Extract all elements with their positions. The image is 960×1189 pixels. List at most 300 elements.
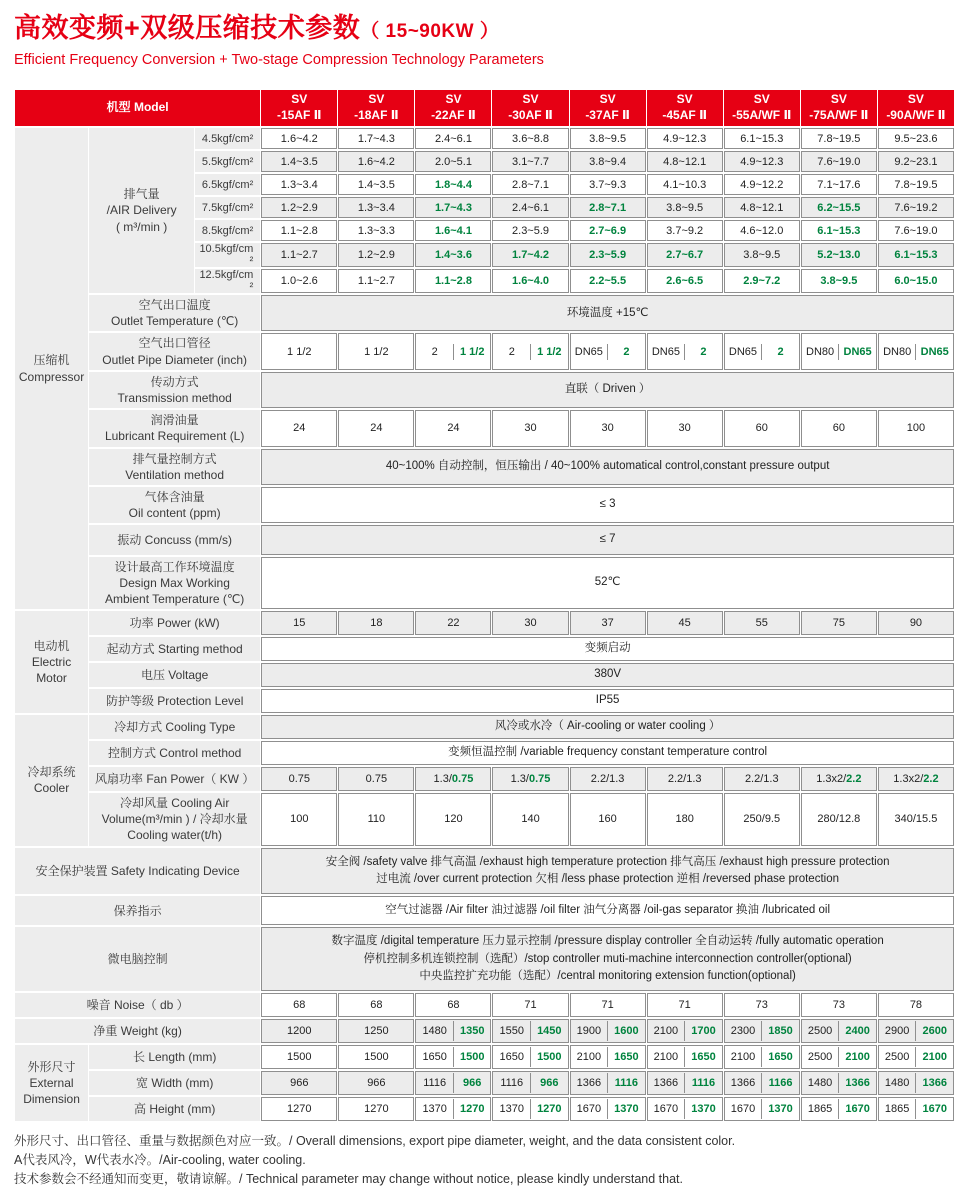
model-header-line: SV [291,92,308,107]
row-label-line: 起动方式 Starting method [106,641,243,656]
table-row [15,715,954,739]
data-cell [261,410,337,446]
data-cell [647,333,723,369]
data-cell [415,1045,491,1069]
pressure-label: 6.5kgf/cm² [195,174,260,195]
cell-value: 1370 [614,1103,639,1116]
split-cell [493,1047,567,1067]
split-cell-half [530,344,568,360]
data-cell [261,243,337,267]
model-header-line: SV [753,92,770,107]
model-header-line: -75A/WF Ⅱ [809,108,869,122]
model-header-line: -30AF Ⅱ [508,108,553,122]
span-value-line: 变频恒温控制 /variable frequency constant temperature control [448,746,768,759]
split-cell-half [530,1073,568,1093]
split-cell [493,1099,567,1119]
data-cell [415,197,491,218]
cell-value: 4.6~12.0 [740,224,784,237]
data-cell [570,611,646,635]
row-label-wide [15,993,260,1017]
cell-value: 1480 [884,1077,910,1090]
data-cell [570,197,646,218]
span-value-line: 中央监控扩充功能（选配）/central monitoring extension function(optional) [419,969,796,982]
cell-value: 18 [370,617,383,630]
data-cell [338,1097,414,1121]
split-cell-half [648,1021,685,1041]
cell-value: 100 [290,813,309,826]
data-cell [261,993,337,1017]
row-label-line: Oil content (ppm) [128,506,221,521]
split-cell [725,1021,799,1041]
cell-value: 160 [598,813,617,826]
data-cell [647,1071,723,1095]
split-cell [648,344,722,360]
data-cell [801,243,877,267]
data-cell [338,197,414,218]
row-label-wide [15,848,260,895]
split-cell-half [879,1073,916,1093]
cell-value: 1270 [287,1103,312,1116]
cell-value: 1250 [364,1025,389,1038]
row-label [89,410,260,446]
row-label [89,1045,260,1069]
cell-value: 2500 [807,1025,833,1038]
data-cell [492,1019,568,1043]
model-header-line: -55A/WF Ⅱ [732,108,792,122]
cell-value: DN65 [651,345,680,358]
cell-value: 1.6~4.2 [280,132,318,145]
category-line: External [29,1076,74,1091]
cell-value: 6.1~15.3 [894,249,938,261]
split-cell-half [725,1073,762,1093]
cell-value: 1.7~4.3 [434,201,472,214]
data-cell [801,993,877,1017]
model-header-cell [570,90,646,126]
category-line: 电动机 [33,638,70,653]
data-cell [878,410,954,446]
row-label-wide [15,896,260,925]
cell-value: 1.1~2.7 [280,249,318,261]
split-cell-half [838,1073,876,1093]
row-label-line: Outlet Temperature (℃) [111,314,239,329]
cell-value: 71 [524,999,537,1012]
row-label [89,663,260,687]
cell-value: 1670 [653,1103,679,1116]
header-row [15,90,954,126]
cell-value: 22 [447,617,460,630]
split-cell [725,344,799,360]
split-cell [416,1099,490,1119]
cell-value: 1116 [614,1077,639,1090]
model-column-header: 机型 Model [15,90,260,126]
split-cell-half [802,1047,839,1067]
data-cell [878,269,954,293]
split-cell [416,1073,490,1093]
split-cell-half [648,1047,685,1067]
cell-value: 1650 [768,1051,793,1064]
cell-value: 1270 [459,1103,485,1116]
data-cell [415,993,491,1017]
data-cell [801,793,877,846]
table-row [15,410,954,446]
cell-value: 1366 [845,1077,870,1090]
cell-value: 2.2/1.3 [744,773,779,786]
split-cell-half [802,1021,839,1041]
data-cell [878,1045,954,1069]
data-cell [570,1097,646,1121]
split-cell [416,1021,490,1041]
cell-value: 30 [524,617,537,630]
cell-value: 100 [906,422,926,435]
span-value-line: ≤ 3 [599,498,616,511]
data-cell [415,128,491,149]
span-value-cell [261,637,954,661]
data-cell [647,151,723,172]
data-cell [415,611,491,635]
split-cell-half [684,1099,722,1119]
model-header-line: -22AF Ⅱ [431,108,476,122]
cell-value: 2.2/1.3 [667,773,702,786]
split-cell-half [838,344,876,360]
data-cell [261,767,337,791]
cell-value: 2100 [653,1051,679,1064]
group-label-line: /AIR Delivery [106,203,177,218]
pressure-label: 5.5kgf/cm² [195,151,260,172]
cell-value: 68 [447,999,460,1012]
row-label-line: 宽 Width (mm) [136,1076,214,1091]
data-cell [261,128,337,149]
table-row [15,689,954,713]
split-cell-half [493,1073,530,1093]
cell-value: 2 [623,345,630,358]
split-cell [571,1047,645,1067]
cell-value: 2.3~5.9 [589,249,627,261]
cell-value: 1.2~2.9 [357,249,395,261]
split-cell-half [915,1047,953,1067]
data-cell [492,993,568,1017]
cell-value: 1116 [423,1077,447,1090]
cell-value: 2 [777,345,784,358]
cell-value: 90 [909,617,923,630]
data-cell [492,410,568,446]
data-cell [647,174,723,195]
split-cell [802,1047,876,1067]
split-cell-half [684,344,722,360]
split-cell [879,1021,953,1041]
span-value-line: 直联（ Driven ） [564,383,651,396]
data-cell [647,611,723,635]
row-label-line: 振动 Concuss (mm/s) [117,532,232,547]
model-header-line: -45AF Ⅱ [662,108,707,122]
model-header-cell [878,90,954,126]
cell-value: 71 [601,999,614,1012]
cell-value: 4.9~12.3 [740,155,784,168]
model-header-cell [492,90,568,126]
cell-value: 1480 [422,1025,447,1038]
page-title [14,6,946,45]
split-cell-half [838,1099,876,1119]
table-row [15,1045,954,1069]
model-header-cell [724,90,800,126]
cell-value: 7.6~19.2 [894,201,938,214]
cell-value: 2.2 [846,773,862,786]
data-cell [647,197,723,218]
data-cell [261,1071,337,1095]
data-cell [724,333,800,369]
span-value-line: 变频启动 [584,642,631,655]
footnote-color-code: 外形尺寸、出口管径、重量与数据颜色对应一致。/ Overall dimensions, export pipe diameter, weight, and the data consistent color. [14,1134,736,1149]
split-cell [648,1021,722,1041]
cell-value: 3.8~9.5 [666,201,704,214]
cell-value: 2300 [730,1025,756,1038]
row-label-line: 安全保护装置 Safety Indicating Device [35,863,240,878]
split-cell [648,1099,722,1119]
cell-value: 1500 [459,1051,485,1064]
cell-value: 24 [370,422,383,435]
cell-value: 9.2~23.1 [894,155,938,168]
split-cell-half [802,344,839,360]
cell-value: 1670 [730,1103,756,1116]
data-cell [801,767,877,791]
data-cell [492,611,568,635]
row-label [89,715,260,739]
data-cell [570,243,646,267]
row-label-line: 长 Length (mm) [132,1050,217,1065]
split-cell [802,344,876,360]
cell-value: 73 [755,999,768,1012]
model-header-line: SV [907,92,924,107]
split-cell-half [725,344,762,360]
split-cell-half [607,1047,645,1067]
cell-value: 2100 [730,1051,756,1064]
data-cell [724,793,800,846]
cell-value: 3.6~8.8 [512,132,550,145]
span-value-line: 380V [594,668,622,681]
cell-value: 30 [601,422,614,435]
split-cell-half [453,1073,491,1093]
row-label-line: 排气量控制方式 [132,451,217,466]
split-cell [571,1099,645,1119]
span-value-line: 过电流 /over current protection 欠相 /less phase protection 逆相 /reversed phase protection [376,872,839,885]
cell-value: 1.7~4.2 [512,249,550,261]
data-cell [570,993,646,1017]
data-cell [647,793,723,846]
cell-value: 1 1/2 [287,345,312,358]
data-cell [261,333,337,369]
data-cell [570,333,646,369]
data-cell [338,993,414,1017]
split-cell [416,344,490,360]
cell-value: 37 [601,617,614,630]
data-cell [492,197,568,218]
data-cell [647,269,723,293]
split-cell-half [530,1099,568,1119]
split-cell [879,1047,953,1067]
row-label [89,767,260,791]
cell-value: 966 [463,1077,482,1090]
split-cell-half [879,344,916,360]
row-label-line: 防护等级 Protection Level [105,693,244,708]
split-cell-half [416,344,453,360]
data-cell [801,1045,877,1069]
span-value-line: ≤ 7 [599,533,616,546]
data-cell [338,767,414,791]
cell-value: 2.4~6.1 [512,201,550,214]
split-cell-half [802,1099,839,1119]
category-line: 外形尺寸 [27,1059,76,1074]
split-cell-half [571,1021,608,1041]
cell-value: 3.7~9.3 [589,178,627,191]
split-cell-half [761,1099,799,1119]
data-cell [338,1019,414,1043]
cell-value: 2.4~6.1 [434,132,472,145]
cell-value: 2.9~7.2 [743,275,781,287]
row-label [89,741,260,765]
cell-value: 2100 [845,1051,870,1064]
split-cell-half [453,1021,491,1041]
row-label-line: 冷却方式 Cooling Type [114,719,236,734]
page-title-range: （ 15~90KW ） [360,21,500,42]
cell-value: 75 [832,617,845,630]
split-cell [879,1073,953,1093]
data-cell [492,151,568,172]
data-cell [338,611,414,635]
row-label-line: Cooling water(t/h) [127,828,223,843]
cell-value: 45 [678,617,691,630]
cell-value: 7.8~19.5 [817,132,861,145]
cell-value: 1900 [576,1025,602,1038]
data-cell [492,174,568,195]
cell-value: 280/12.8 [817,813,861,826]
cell-value: 1550 [499,1025,524,1038]
split-cell [493,1021,567,1041]
split-cell [802,1021,876,1041]
span-value-line: 40~100% 自动控制，恒压输出 / 40~100% automatical control,constant pressure output [385,460,830,473]
table-row [15,449,954,485]
row-label-line: 控制方式 Control method [107,745,242,760]
split-cell-half [761,1073,799,1093]
data-cell [570,767,646,791]
span-value-cell [261,557,954,610]
cell-value: 6.1~15.3 [817,224,861,237]
data-cell [724,174,800,195]
data-cell [724,243,800,267]
cell-value: 2900 [884,1025,910,1038]
split-cell-half [725,1021,762,1041]
cell-value: 180 [675,813,694,826]
split-cell [493,1073,567,1093]
pressure-label: 4.5kgf/cm² [195,128,260,149]
cell-value: 2600 [922,1025,947,1038]
cell-value: 1366 [653,1077,679,1090]
model-header-line: SV [599,92,616,107]
cell-value: 2.2/1.3 [590,773,625,786]
cell-value: 1.7~4.3 [357,132,395,145]
group-label-line: ( m³/min ) [115,219,168,234]
split-cell [648,1073,722,1093]
cell-value: 250/9.5 [743,813,781,826]
split-cell-half [838,1021,876,1041]
cell-value: 1650 [499,1051,524,1064]
split-cell-half [915,344,953,360]
split-cell-half [493,344,530,360]
cell-value: 1.6~4.0 [512,275,550,287]
split-cell-half [453,1099,491,1119]
split-cell-half [648,1099,685,1119]
cell-value: 24 [447,422,460,435]
data-cell [570,793,646,846]
data-cell [492,793,568,846]
cell-value: DN65 [843,345,872,358]
span-value-line: 停机控制多机连锁控制（选配）/stop controller muti-machine interconnection controller(optional) [363,952,852,965]
row-label-line: Outlet Pipe Diameter (inch) [102,352,248,367]
table-row [15,767,954,791]
span-value-line: 环境温度 +15℃ [566,306,649,319]
span-value-cell [261,449,954,485]
span-value-cell [261,689,954,713]
data-cell [492,1071,568,1095]
split-cell-half [648,1073,685,1093]
data-cell [415,767,491,791]
cell-value: 2 [508,345,515,358]
split-cell-half [607,344,645,360]
cell-value: 140 [521,813,540,826]
span-value-line: IP55 [595,694,620,707]
data-cell [415,220,491,241]
cell-value: 30 [678,422,691,435]
split-cell-half [838,1047,876,1067]
category-cell [15,611,88,713]
table-header [15,90,954,126]
cell-value: 1.4~3.5 [357,178,395,191]
row-label [89,525,260,554]
cell-value: 966 [290,1077,309,1090]
span-value-cell [261,741,954,765]
group-label-cell [89,128,194,293]
row-label [89,449,260,485]
cell-value: DN80 [883,345,912,358]
data-cell [647,243,723,267]
group-label-line: 排气量 [123,187,160,202]
cell-value: 1650 [422,1051,447,1064]
data-cell [724,410,800,446]
data-cell [647,1045,723,1069]
cell-value: 7.8~19.5 [894,178,938,191]
cell-value: 2500 [807,1051,833,1064]
data-cell [338,1045,414,1069]
data-cell [492,767,568,791]
cell-value: 1370 [422,1103,447,1116]
data-cell [801,269,877,293]
split-cell-half [725,1099,762,1119]
data-cell [261,269,337,293]
split-cell-half [761,344,799,360]
data-cell [801,1097,877,1121]
cell-value: 1366 [922,1077,947,1090]
cell-value: 3.8~9.5 [589,132,627,145]
cell-value: 3.1~7.7 [512,155,550,168]
data-cell [415,1019,491,1043]
row-label-line: 风扇功率 Fan Power（ KW ） [94,771,255,786]
category-line: Electric Motor [31,654,72,686]
model-header-line: -15AF Ⅱ [277,108,322,122]
split-cell-half [879,1099,916,1119]
cell-value: DN80 [806,345,835,358]
data-cell [724,1071,800,1095]
table-row [15,993,954,1017]
row-label [89,793,260,846]
span-value-cell [261,295,954,331]
